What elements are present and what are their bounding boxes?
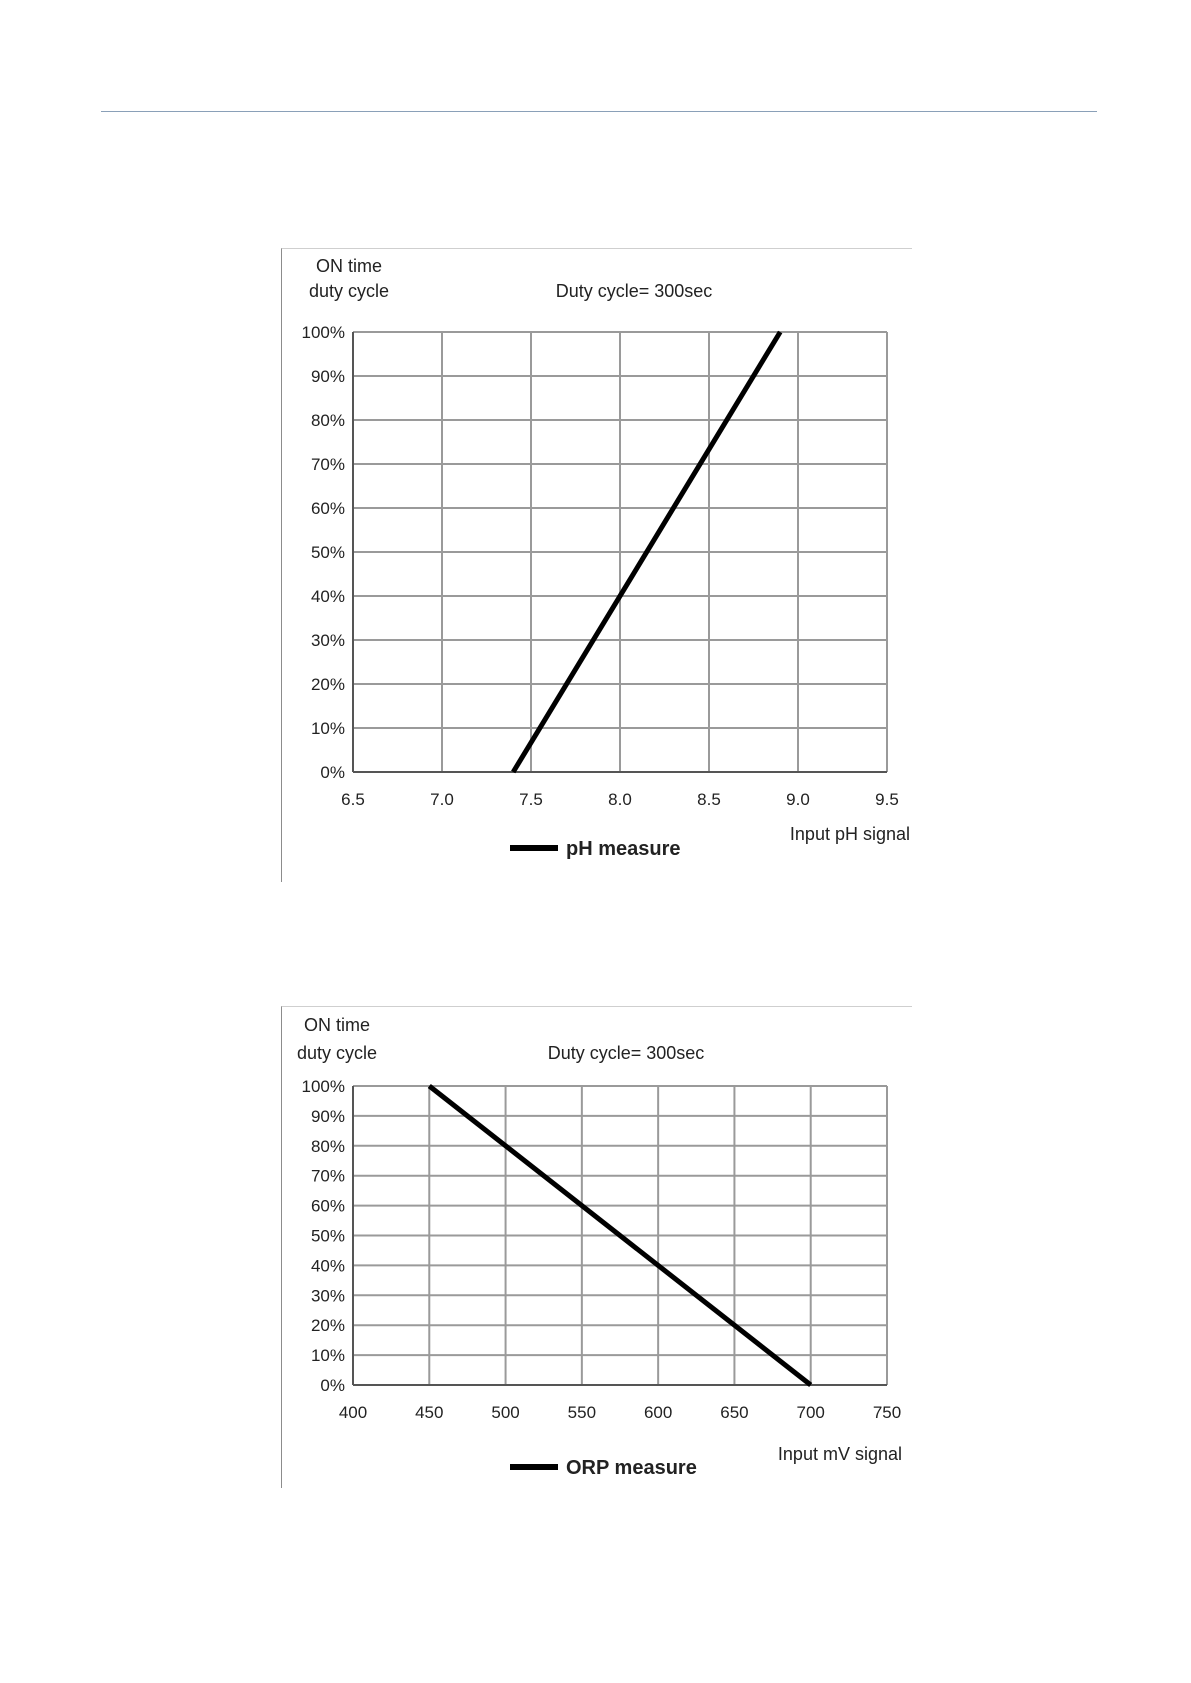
orp-duty-cycle-chart [282, 1007, 912, 1488]
ph-duty-cycle-chart [282, 249, 912, 882]
y-tick-label: 0% [320, 1375, 345, 1395]
y-tick-label: 80% [310, 410, 345, 430]
y-tick-label: 20% [310, 1316, 345, 1336]
y-tick-label: 50% [310, 1226, 345, 1246]
y-axis-title-line2: duty cycle [296, 1043, 378, 1063]
y-tick-label: 50% [310, 542, 345, 562]
x-axis-title: Input mV signal [777, 1444, 902, 1464]
y-tick-label: 30% [310, 1286, 345, 1306]
ph-chart-frame [281, 248, 912, 882]
y-tick-label: 20% [310, 674, 345, 694]
y-tick-label: 70% [310, 1166, 345, 1186]
y-tick-label: 100% [301, 1076, 345, 1096]
x-tick-label: 700 [796, 1403, 825, 1422]
orp-chart-frame [281, 1006, 912, 1488]
x-tick-label: 500 [491, 1403, 520, 1422]
y-tick-label: 40% [310, 586, 345, 606]
x-tick-label: 9.5 [875, 790, 899, 809]
x-tick-label: 600 [643, 1403, 673, 1422]
x-tick-label: 750 [872, 1403, 902, 1422]
y-axis-title-line1: ON time [303, 1015, 371, 1035]
y-tick-label: 70% [310, 454, 345, 474]
x-tick-label: 550 [567, 1403, 597, 1422]
duty-cycle-annotation: Duty cycle= 300sec [555, 281, 713, 301]
x-tick-label: 6.5 [341, 790, 365, 809]
y-tick-label: 40% [310, 1256, 345, 1276]
y-tick-label: 90% [310, 366, 345, 386]
y-tick-label: 60% [310, 1196, 345, 1216]
legend-label: ORP measure [566, 1457, 697, 1479]
x-tick-label: 9.0 [786, 790, 810, 809]
header-rule [101, 111, 1097, 112]
x-tick-label: 8.0 [608, 790, 632, 809]
duty-cycle-annotation: Duty cycle= 300sec [547, 1043, 705, 1063]
x-tick-label: 7.5 [519, 790, 543, 809]
x-axis-title: Input pH signal [789, 824, 910, 844]
x-tick-label: 7.0 [430, 790, 454, 809]
y-tick-label: 10% [310, 718, 345, 738]
y-tick-label: 60% [310, 498, 345, 518]
y-tick-label: 10% [310, 1346, 345, 1366]
x-tick-label: 400 [338, 1403, 368, 1422]
y-tick-label: 30% [310, 630, 345, 650]
x-tick-label: 8.5 [697, 790, 721, 809]
y-tick-label: 0% [320, 762, 345, 782]
x-tick-label: 450 [415, 1403, 444, 1422]
y-axis-title-line2: duty cycle [308, 281, 390, 301]
y-tick-label: 80% [310, 1136, 345, 1156]
y-tick-label: 90% [310, 1106, 345, 1126]
legend-label: pH measure [566, 838, 681, 860]
y-axis-title-line1: ON time [315, 256, 383, 276]
x-tick-label: 650 [720, 1403, 749, 1422]
y-tick-label: 100% [301, 322, 345, 342]
